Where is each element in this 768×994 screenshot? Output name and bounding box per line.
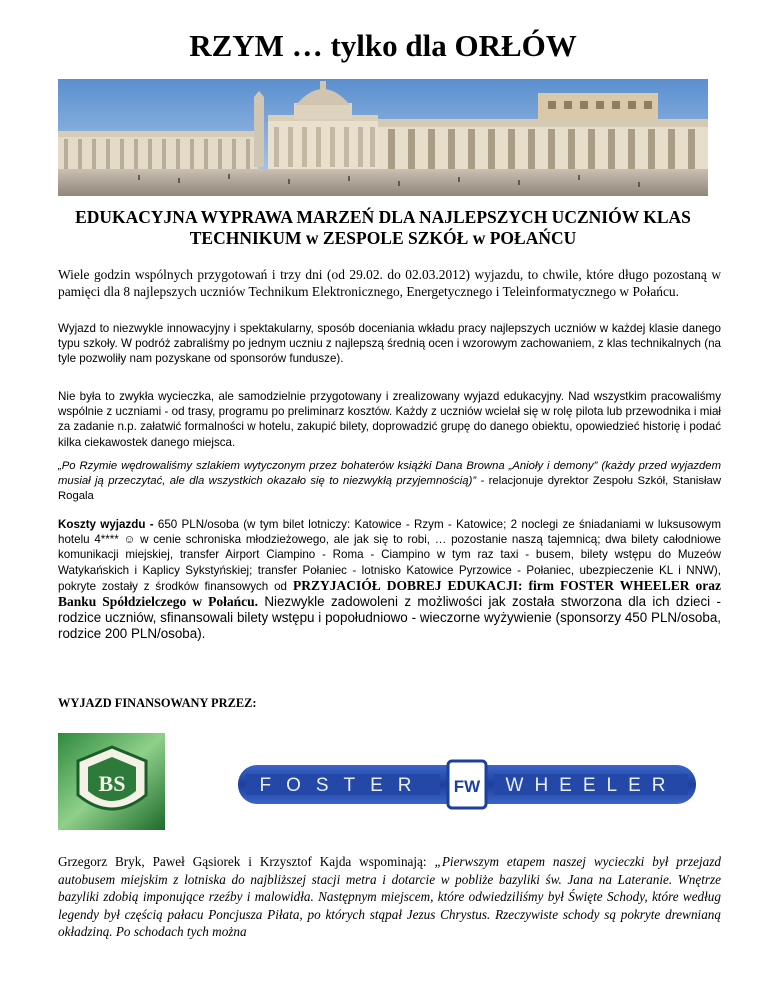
intro-paragraph-continued: Wyjazd to niezwykle innowacyjny i spektakularny, sposób doceniania wkładu pracy najlepszych uczniów w każdej klasie danego typu szkoły. W podróż zabraliśmy po jednym uczniu z najlepszą średnią ocen i wzorowym zachowaniem, z klas technikalnych (na tyle pozwoliły nam pozyskane od sponsorów fundusze). — [58, 322, 721, 365]
fw-logo-left-text: FOSTER — [259, 775, 427, 796]
financed-by-heading: WYJAZD FINANSOWANY PRZEZ: — [58, 696, 257, 710]
trip-description-paragraph: Nie była to zwykła wycieczka, ale samodzielnie przygotowany i zrealizowany wyjazd edukacyjny. Nad wszystkim pracowaliśmy wspólnie z uczniami - od trasy, programu po preliminarz kosztów. Każdy z uczniów wcielał się w rolę pilota lub przewodnika i miał za zadanie n.p. załatwić formalności w hotelu, zakupić bilety, doprowadzić grupę do danego obiektu, opowiedzieć historię i podać kilka ciekawostek danego miejsca. — [58, 390, 721, 449]
page-title: RZYM … tylko dla ORŁÓW — [189, 28, 577, 63]
director-quote — [58, 459, 721, 505]
memories-text: „Pierwszym etapem naszej wycieczki był przejazd autobusem miejskim z lotniska do najbliższej stacji metra i dotarcie w pobliże bazyliki św. Jana na Lateranie. Wnętrze bazyliki zdobią imponujące rzeźby i malowidła. Następnym miejscem, które odwiedziliśmy był Święte Schody, które według legendy był częścią pałacu Poncjusza Piłata, po których stąpał Jezus Chrystus. Rzeczywiste schody są pokryte drewnianą okładziną. Po schodach tych można — [58, 854, 721, 939]
costs-paragraph — [58, 517, 721, 643]
costs-text: 650 PLN/osoba (w tym bilet lotniczy: Katowice - Rzym - Katowice; 2 noclegi ze śniadaniami w luksusowym hotelu 4**** ☺ w cenie schroniska młodzieżowego, ale jak się to robi, … pozostanie naszą tajemnicą; dwa bilety całodniowe komunikacji miejskiej, transfer Airport Ciampino - Roma - Ciampino w tym raz taxi - busem, bilety wstępu do Muzeów Watykańskich i Kaplicy Sykstyńskiej; transfer Połaniec - lotnisko Katowice Pyrzowice - Połaniec, ubezpieczenie KL i NNW), pokryte zostały z środków finansowych od — [58, 518, 721, 593]
st-peters-square-photo — [58, 79, 708, 196]
sponsors-text: PRZYJACIÓŁ DOBREJ EDUKACJI: firm FOSTER WHEELER oraz Banku Spółdzielczego w Połańcu. — [58, 577, 721, 610]
quote-text: „Po Rzymie wędrowaliśmy szlakiem wytyczonym przez bohaterów książki Dana Browna „Anioły i demony” (każdy przed wyjazdem musiał ją przeczytać, ale dla wszystkich okazało się to niezwykłą przyjemnością)” - — [58, 460, 721, 488]
bs-logo-text: BS — [98, 771, 126, 796]
fw-logo-mark: FW — [453, 777, 481, 796]
quote-attribution: relacjonuje dyrektor Zespołu Szkół, Stanisław Rogala — [58, 475, 721, 503]
article-heading: EDUKACYJNA WYPRAWA MARZEŃ DLA NAJLEPSZYCH UCZNIÓW KLAS TECHNIKUM w ZESPOLE SZKÓŁ w POŁAŃCU — [75, 207, 691, 248]
intro-paragraph: Wiele godzin wspólnych przygotowań i trzy dni (od 29.02. do 02.03.2012) wyjazdu, to chwile, które długo pozostaną w pamięci dla 8 najlepszych uczniów Technikum Elektronicznego, Energetycznego i Teleinformatycznego w Połańcu. — [58, 267, 721, 299]
parents-financing-text: Niezwykle zadowoleni z możliwości jak została stworzona dla ich dzieci - rodzice uczniów, sfinansowali bilety wstępu i popołudniowo - wieczorne wyżywienie (sponsorzy 450 PLN/osoba, rodzice 200 PLN/osoba). — [58, 594, 721, 642]
fw-logo-right-text: WHEELER — [505, 775, 677, 796]
bank-spoldzielczy-logo — [58, 733, 165, 830]
memories-intro: Grzegorz Bryk, Paweł Gąsiorek i Krzysztof Kajda wspominają: — [58, 854, 435, 869]
student-memories-paragraph — [58, 853, 721, 941]
foster-wheeler-logo — [238, 759, 696, 810]
costs-label: Koszty wyjazdu - — [58, 518, 154, 531]
